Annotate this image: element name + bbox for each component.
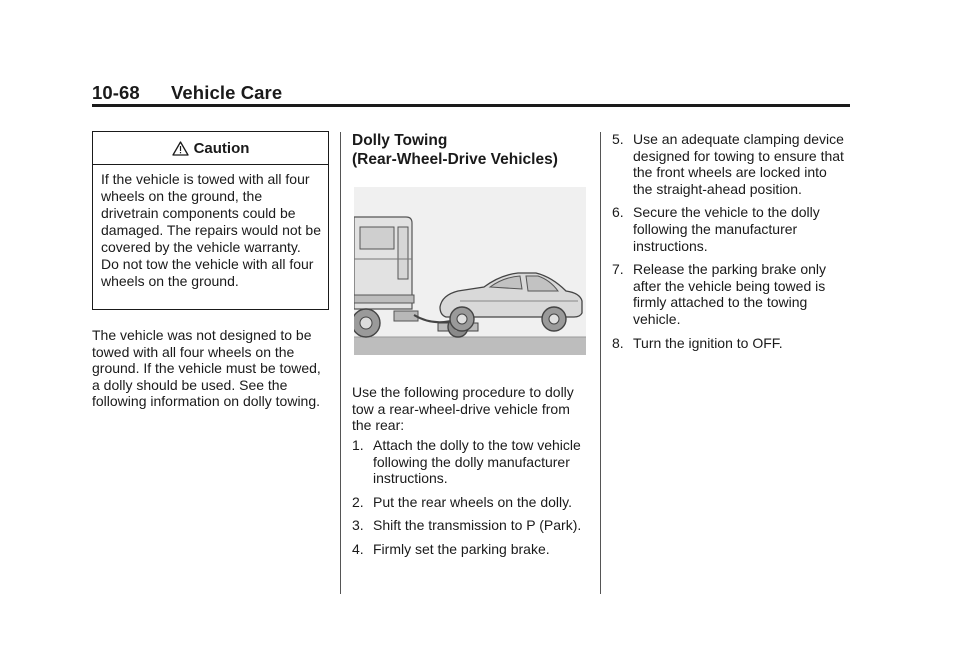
step-text: Firmly set the parking brake.	[373, 540, 550, 557]
step-number: 5.	[612, 131, 624, 147]
caution-box	[92, 131, 329, 310]
list-item	[352, 437, 592, 487]
list-item	[352, 541, 592, 558]
step-text: Release the parking brake only after the vehicle being towed is firmly attached to the towing vehicle.	[633, 261, 827, 327]
section-title: Vehicle Care	[171, 82, 283, 103]
caution-title: Caution	[193, 139, 250, 157]
column-divider-left	[340, 132, 341, 594]
section-heading	[352, 131, 592, 169]
left-paragraph: The vehicle was not designed to be towed with all four wheels on the ground. If the vehicle must be towed, a dolly should be used. See the following information on dolly towing.	[92, 327, 321, 410]
step-number: 4.	[352, 540, 364, 557]
steps-list-middle	[352, 437, 592, 565]
warning-triangle-icon	[172, 141, 189, 156]
step-text: Turn the ignition to OFF.	[633, 334, 783, 351]
column-divider-right	[600, 132, 601, 594]
dolly-intro: Use the following procedure to dolly tow a rear-wheel-drive vehicle from the rear:	[352, 384, 574, 434]
list-item	[352, 517, 592, 534]
step-number: 6.	[612, 204, 624, 221]
step-text: Secure the vehicle to the dolly following the manufacturer instructions.	[633, 204, 820, 254]
step-number: 2.	[352, 493, 364, 510]
steps-list-right	[612, 131, 850, 358]
dolly-towing-illustration	[354, 187, 586, 355]
list-item	[612, 261, 850, 327]
section-heading-line2: (Rear-Wheel-Drive Vehicles)	[352, 151, 558, 168]
step-number: 3.	[352, 517, 364, 534]
section-heading-line1: Dolly Towing	[352, 132, 448, 149]
step-number: 7.	[612, 261, 624, 278]
list-item	[612, 335, 850, 352]
step-text: Shift the transmission to P (Park).	[373, 517, 582, 534]
page-header	[92, 82, 850, 104]
list-item	[352, 494, 592, 511]
step-number: 1.	[352, 437, 364, 453]
page-number: 10-68	[92, 82, 140, 103]
step-number: 8.	[612, 334, 624, 351]
step-text: Attach the dolly to the tow vehicle following the dolly manufacturer instructions.	[373, 437, 581, 487]
step-text: Put the rear wheels on the dolly.	[373, 493, 572, 510]
list-item	[612, 204, 850, 254]
step-text: Use an adequate clamping device designed for towing to ensure that the front wheels are locked into the straight-ahead position.	[633, 131, 844, 197]
header-rule	[92, 104, 850, 107]
list-item	[612, 131, 850, 197]
caution-title-bar	[93, 132, 328, 165]
caution-body: If the vehicle is towed with all four wheels on the ground, the drivetrain components could be damaged. The repairs would not be covered by the vehicle warranty. Do not tow the vehicle with all four wheels on the ground.	[101, 171, 321, 289]
